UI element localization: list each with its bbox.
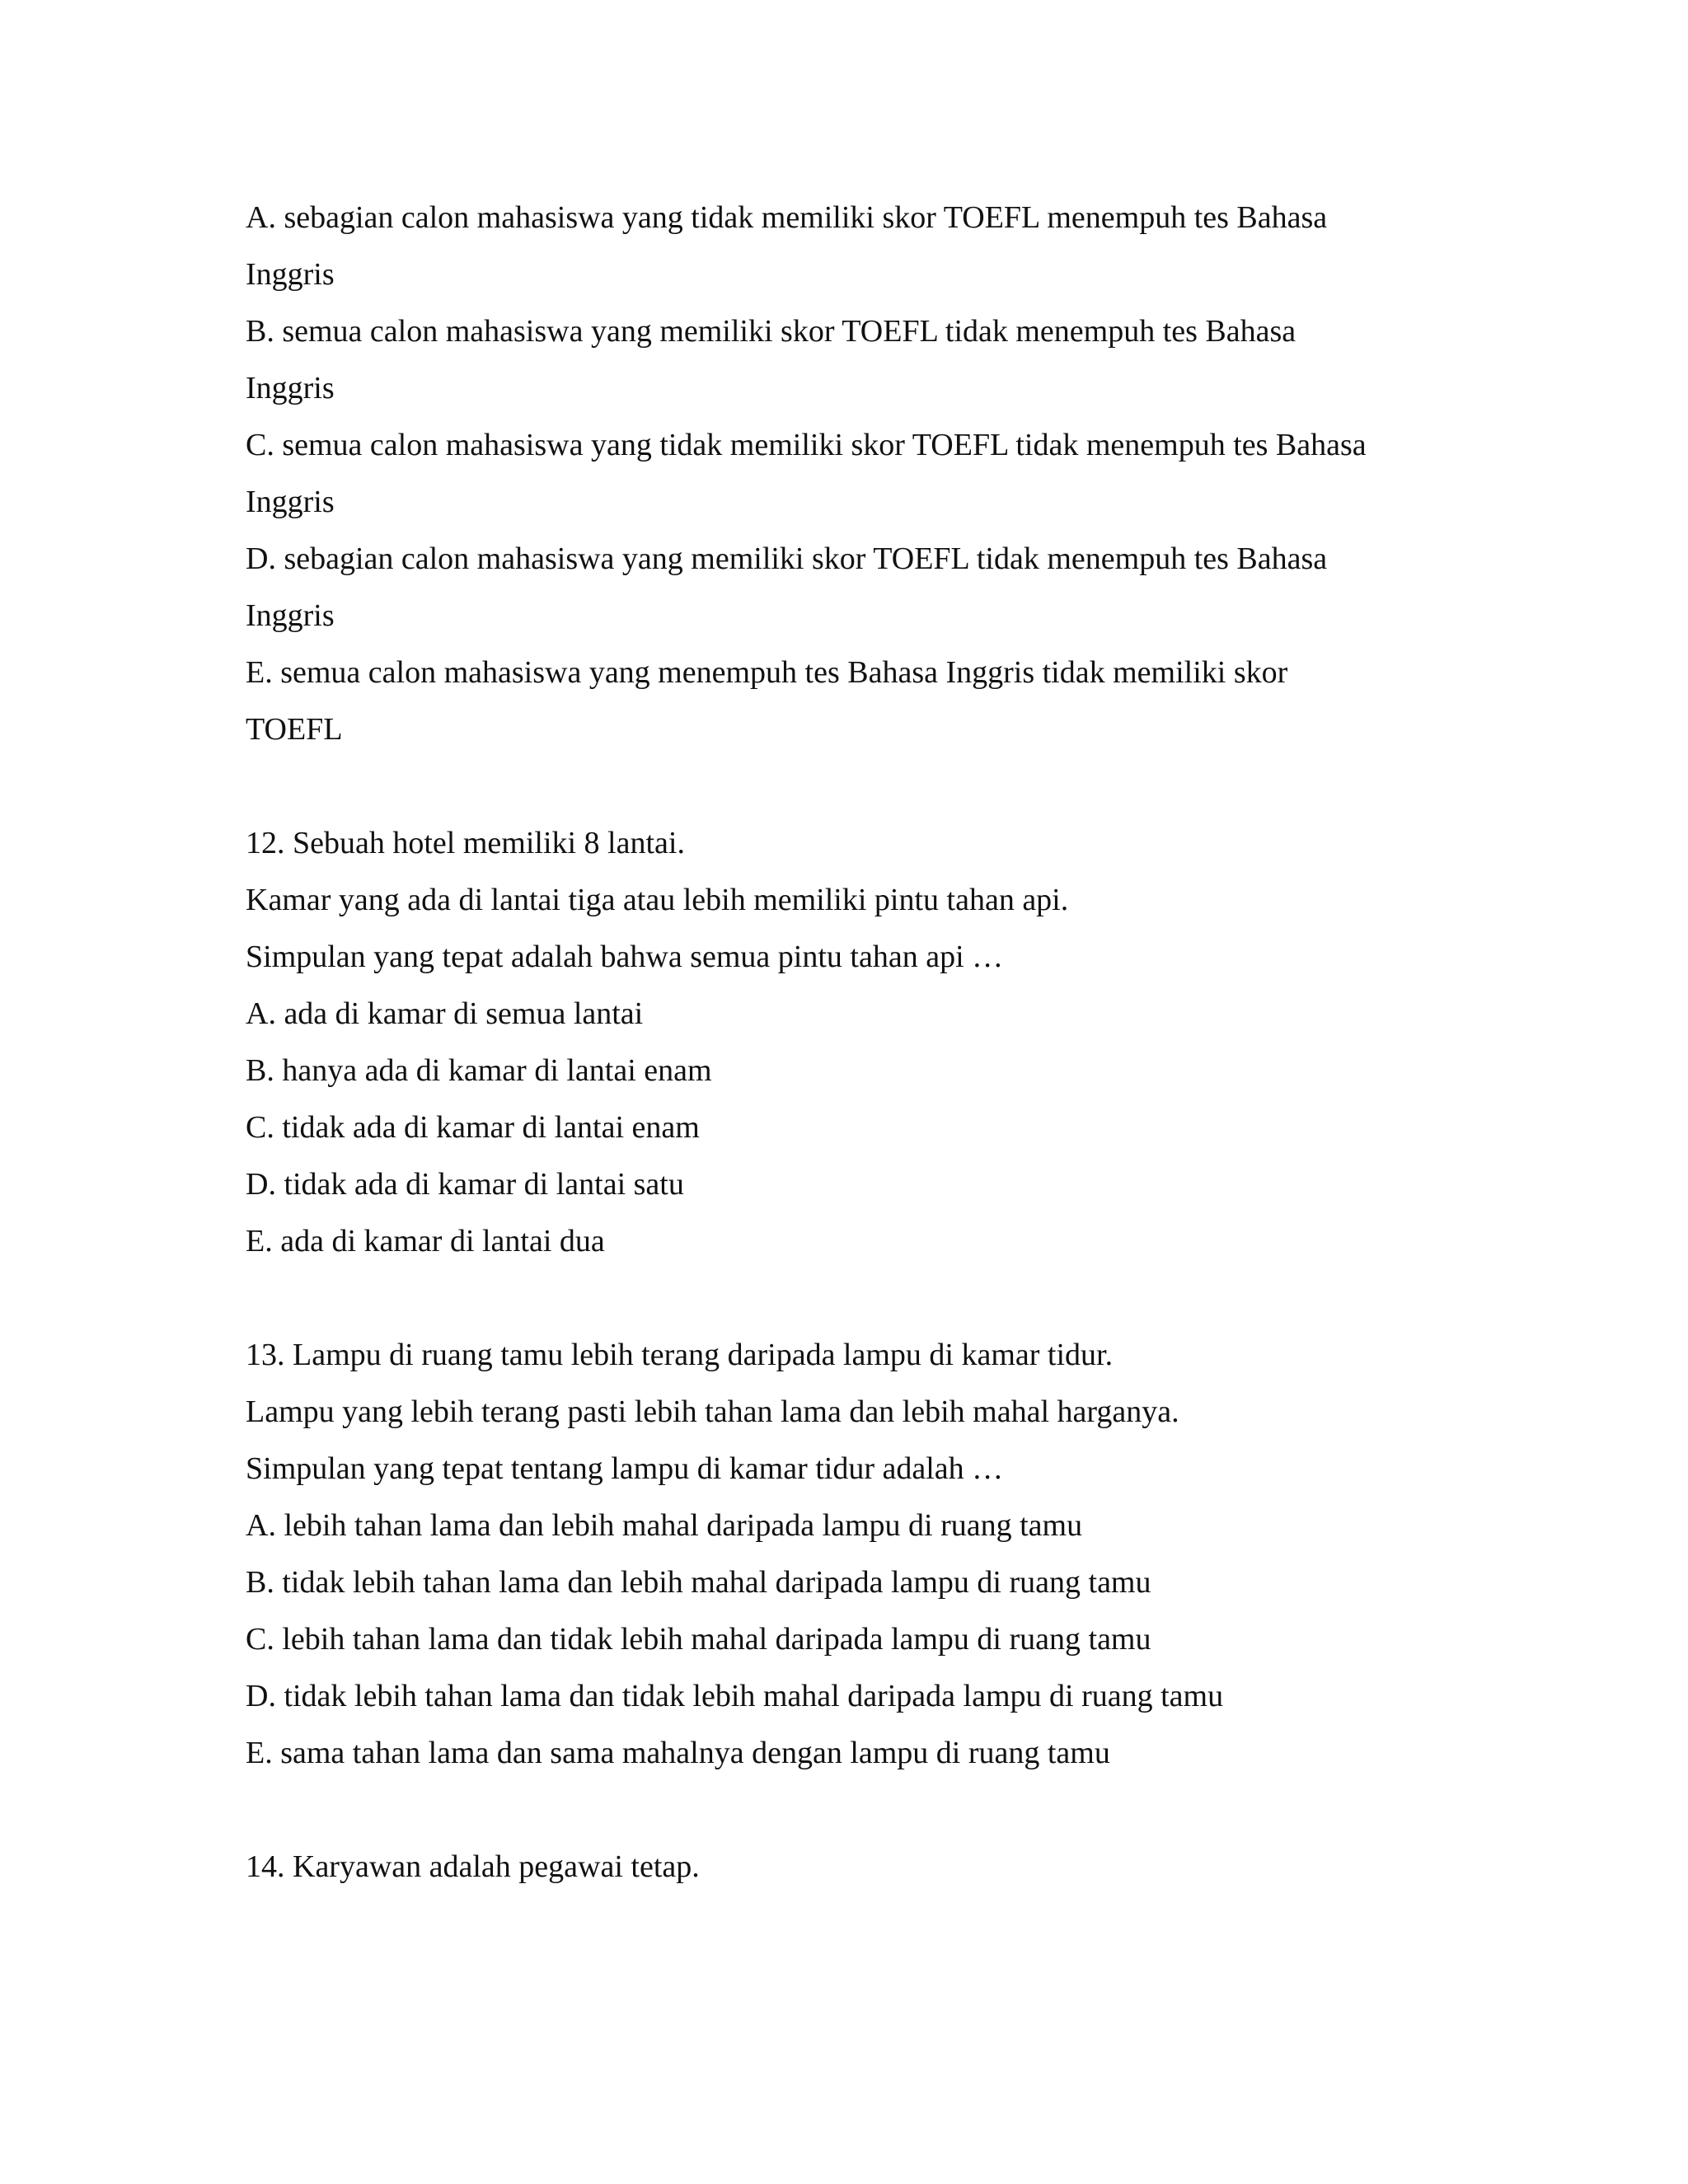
option-line: B. hanya ada di kamar di lantai enam bbox=[246, 1053, 712, 1088]
paragraph-gap bbox=[246, 1782, 1465, 1839]
option-line: TOEFL bbox=[246, 712, 343, 747]
option-line: C. semua calon mahasiswa yang tidak memiliki skor TOEFL tidak menempuh tes Bahasa bbox=[246, 428, 1367, 462]
question-stem-line: Simpulan yang tepat adalah bahwa semua pintu tahan api … bbox=[246, 940, 1004, 974]
option-line: A. sebagian calon mahasiswa yang tidak memiliki skor TOEFL menempuh tes Bahasa bbox=[246, 200, 1328, 235]
option-line: B. tidak lebih tahan lama dan lebih mahal daripada lampu di ruang tamu bbox=[246, 1565, 1151, 1600]
option-line: Inggris bbox=[246, 371, 335, 405]
option-line: C. lebih tahan lama dan tidak lebih mahal daripada lampu di ruang tamu bbox=[246, 1622, 1151, 1657]
question-stem-line: 14. Karyawan adalah pegawai tetap. bbox=[246, 1849, 700, 1884]
page-content bbox=[246, 190, 1465, 1896]
option-line: Inggris bbox=[246, 598, 335, 633]
option-line: B. semua calon mahasiswa yang memiliki skor TOEFL tidak menempuh tes Bahasa bbox=[246, 314, 1296, 349]
option-line: A. ada di kamar di semua lantai bbox=[246, 996, 644, 1031]
question-13 bbox=[246, 1327, 1465, 1782]
option-line: D. tidak ada di kamar di lantai satu bbox=[246, 1167, 684, 1202]
question-11-options bbox=[246, 190, 1465, 758]
question-stem-line: Kamar yang ada di lantai tiga atau lebih memiliki pintu tahan api. bbox=[246, 883, 1069, 917]
paragraph-gap bbox=[246, 1270, 1465, 1327]
option-line: Inggris bbox=[246, 257, 335, 292]
option-line: E. ada di kamar di lantai dua bbox=[246, 1224, 605, 1258]
question-12 bbox=[246, 815, 1465, 1270]
question-stem-line: 13. Lampu di ruang tamu lebih terang daripada lampu di kamar tidur. bbox=[246, 1338, 1114, 1372]
option-line: E. semua calon mahasiswa yang menempuh tes Bahasa Inggris tidak memiliki skor bbox=[246, 655, 1288, 690]
option-line: D. sebagian calon mahasiswa yang memiliki skor TOEFL tidak menempuh tes Bahasa bbox=[246, 541, 1328, 576]
question-14 bbox=[246, 1839, 1465, 1896]
option-line: C. tidak ada di kamar di lantai enam bbox=[246, 1110, 700, 1145]
option-line: D. tidak lebih tahan lama dan tidak lebih mahal daripada lampu di ruang tamu bbox=[246, 1679, 1224, 1713]
option-line: A. lebih tahan lama dan lebih mahal daripada lampu di ruang tamu bbox=[246, 1508, 1083, 1543]
question-stem-line: Simpulan yang tepat tentang lampu di kamar tidur adalah … bbox=[246, 1451, 1004, 1486]
option-line: E. sama tahan lama dan sama mahalnya dengan lampu di ruang tamu bbox=[246, 1736, 1110, 1770]
question-stem-line: Lampu yang lebih terang pasti lebih tahan lama dan lebih mahal harganya. bbox=[246, 1394, 1179, 1429]
option-line: Inggris bbox=[246, 485, 335, 519]
paragraph-gap bbox=[246, 758, 1465, 815]
question-stem-line: 12. Sebuah hotel memiliki 8 lantai. bbox=[246, 826, 685, 860]
